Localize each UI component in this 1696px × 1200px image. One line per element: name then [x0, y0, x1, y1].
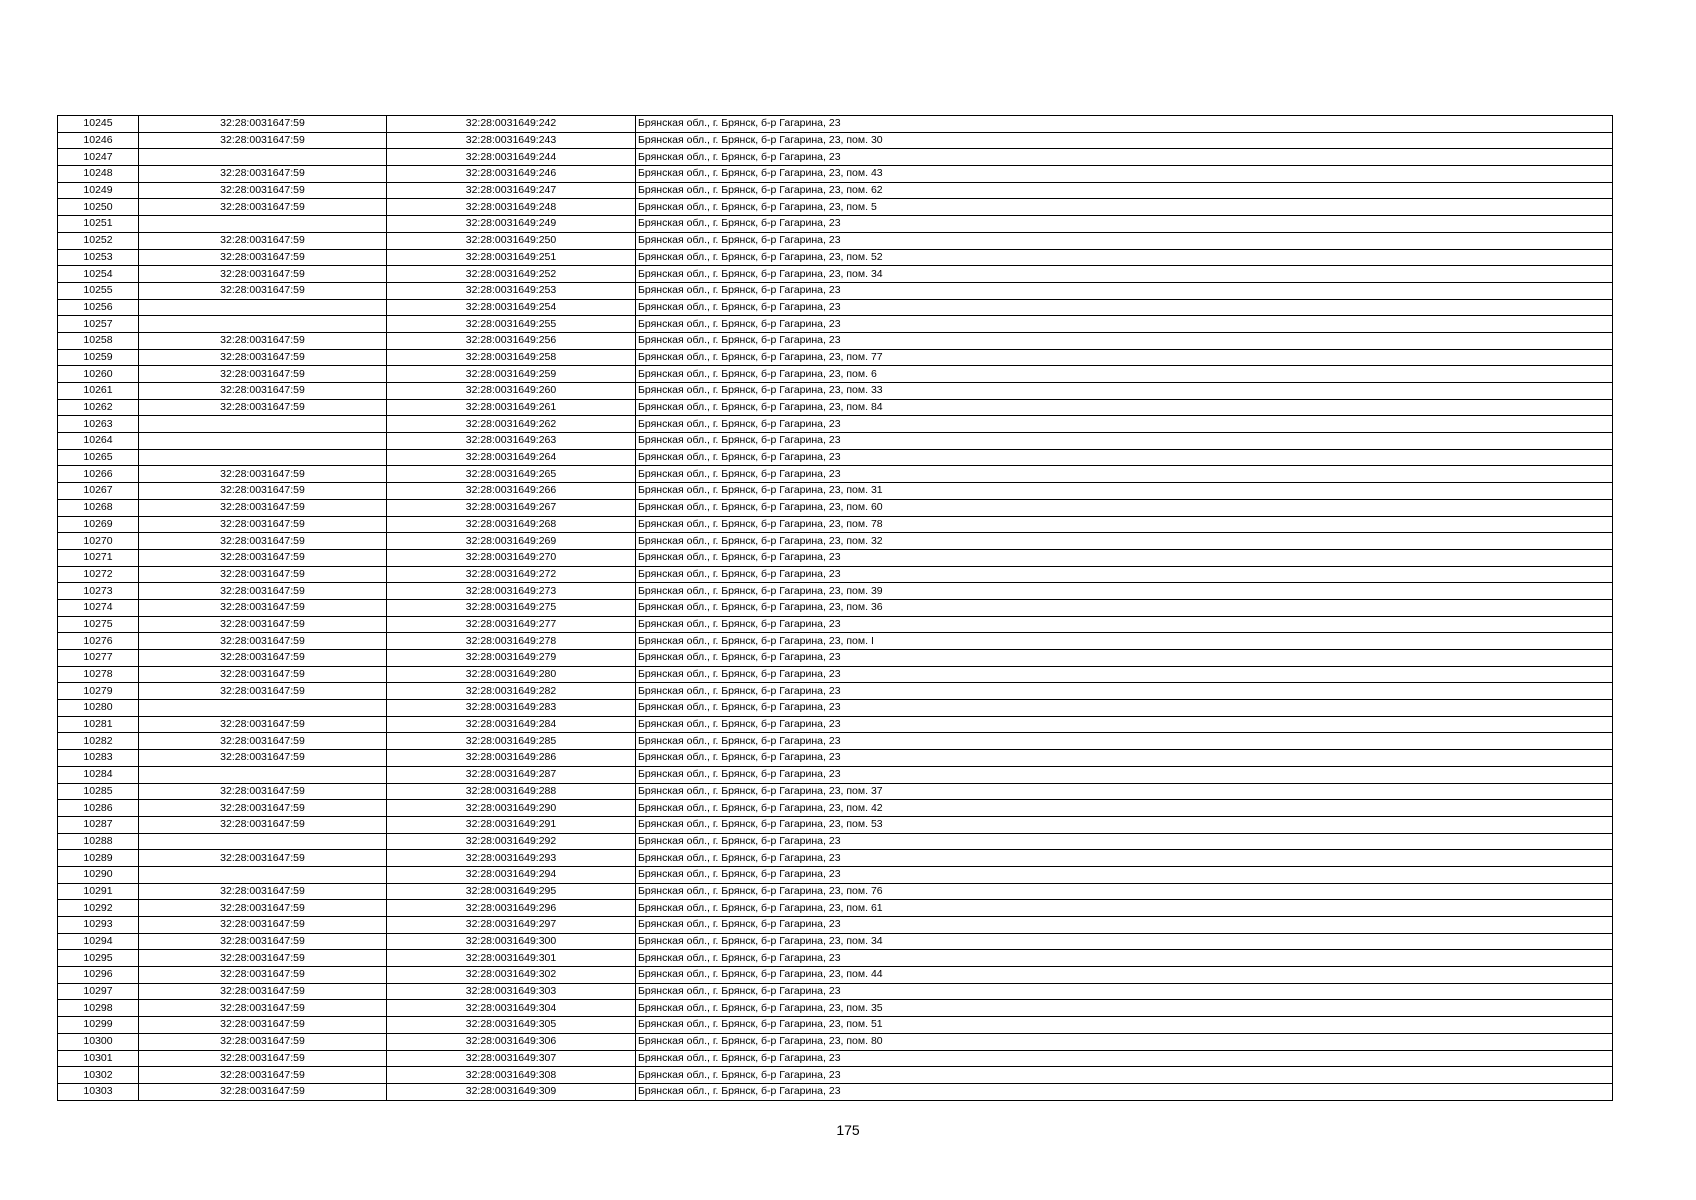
cadastral-number-cell: 32:28:0031649:308: [387, 1067, 636, 1084]
table-row: [58, 1067, 1613, 1084]
cadastral-number-cell: 32:28:0031649:268: [387, 516, 636, 533]
address-cell: Брянская обл., г. Брянск, б-р Гагарина, 23: [636, 716, 1613, 733]
address-cell: Брянская обл., г. Брянск, б-р Гагарина, 23: [636, 216, 1613, 233]
cadastral-number-cell: 32:28:0031649:301: [387, 950, 636, 967]
row-number-cell: 10248: [58, 166, 139, 183]
address-cell: Брянская обл., г. Брянск, б-р Гагарина, 23, пом. 60: [636, 499, 1613, 516]
address-cell: Брянская обл., г. Брянск, б-р Гагарина, 23, пом. 76: [636, 883, 1613, 900]
table-row: [58, 266, 1613, 283]
table-row: [58, 716, 1613, 733]
parent-cadastral-cell: 32:28:0031647:59: [139, 1033, 387, 1050]
address-cell: Брянская обл., г. Брянск, б-р Гагарина, 23: [636, 733, 1613, 750]
parent-cadastral-cell: 32:28:0031647:59: [139, 1067, 387, 1084]
parent-cadastral-cell: 32:28:0031647:59: [139, 383, 387, 400]
parent-cadastral-cell: 32:28:0031647:59: [139, 983, 387, 1000]
table-row: [58, 533, 1613, 550]
cadastral-number-cell: 32:28:0031649:255: [387, 316, 636, 333]
row-number-cell: 10276: [58, 633, 139, 650]
cadastral-number-cell: 32:28:0031649:296: [387, 900, 636, 917]
table-row: [58, 683, 1613, 700]
cadastral-number-cell: 32:28:0031649:256: [387, 332, 636, 349]
row-number-cell: 10269: [58, 516, 139, 533]
table-row: [58, 416, 1613, 433]
row-number-cell: 10265: [58, 449, 139, 466]
cadastral-number-cell: 32:28:0031649:265: [387, 466, 636, 483]
address-cell: Брянская обл., г. Брянск, б-р Гагарина, 23, пом. 34: [636, 933, 1613, 950]
address-cell: Брянская обл., г. Брянск, б-р Гагарина, 23: [636, 650, 1613, 667]
table-row: [58, 182, 1613, 199]
row-number-cell: 10293: [58, 917, 139, 934]
cadastral-number-cell: 32:28:0031649:280: [387, 666, 636, 683]
cadastral-number-cell: 32:28:0031649:290: [387, 800, 636, 817]
cadastral-number-cell: 32:28:0031649:285: [387, 733, 636, 750]
table-row: [58, 466, 1613, 483]
parent-cadastral-cell: 32:28:0031647:59: [139, 399, 387, 416]
cadastral-number-cell: 32:28:0031649:288: [387, 783, 636, 800]
parent-cadastral-cell: [139, 766, 387, 783]
address-cell: Брянская обл., г. Брянск, б-р Гагарина, 23, пом. 78: [636, 516, 1613, 533]
row-number-cell: 10252: [58, 232, 139, 249]
cadastral-number-cell: 32:28:0031649:275: [387, 599, 636, 616]
cadastral-number-cell: 32:28:0031649:279: [387, 650, 636, 667]
cadastral-number-cell: 32:28:0031649:270: [387, 549, 636, 566]
table-row: [58, 650, 1613, 667]
row-number-cell: 10296: [58, 967, 139, 984]
address-cell: Брянская обл., г. Брянск, б-р Гагарина, 23: [636, 566, 1613, 583]
row-number-cell: 10261: [58, 383, 139, 400]
row-number-cell: 10291: [58, 883, 139, 900]
parent-cadastral-cell: 32:28:0031647:59: [139, 349, 387, 366]
table-row: [58, 282, 1613, 299]
cadastral-number-cell: 32:28:0031649:291: [387, 816, 636, 833]
cadastral-number-cell: 32:28:0031649:295: [387, 883, 636, 900]
parent-cadastral-cell: 32:28:0031647:59: [139, 249, 387, 266]
parent-cadastral-cell: 32:28:0031647:59: [139, 583, 387, 600]
table-row: [58, 816, 1613, 833]
cadastral-number-cell: 32:28:0031649:272: [387, 566, 636, 583]
table-row: [58, 983, 1613, 1000]
table-row: [58, 633, 1613, 650]
parent-cadastral-cell: 32:28:0031647:59: [139, 232, 387, 249]
table-row: [58, 666, 1613, 683]
address-cell: Брянская обл., г. Брянск, б-р Гагарина, 23: [636, 1067, 1613, 1084]
parent-cadastral-cell: [139, 416, 387, 433]
row-number-cell: 10274: [58, 599, 139, 616]
row-number-cell: 10290: [58, 866, 139, 883]
cadastral-number-cell: 32:28:0031649:254: [387, 299, 636, 316]
row-number-cell: 10295: [58, 950, 139, 967]
table-row: [58, 783, 1613, 800]
row-number-cell: 10258: [58, 332, 139, 349]
address-cell: Брянская обл., г. Брянск, б-р Гагарина, 23: [636, 866, 1613, 883]
cadastral-number-cell: 32:28:0031649:277: [387, 616, 636, 633]
row-number-cell: 10278: [58, 666, 139, 683]
address-cell: Брянская обл., г. Брянск, б-р Гагарина, 23, пом. 80: [636, 1033, 1613, 1050]
parent-cadastral-cell: 32:28:0031647:59: [139, 266, 387, 283]
parent-cadastral-cell: 32:28:0031647:59: [139, 366, 387, 383]
row-number-cell: 10287: [58, 816, 139, 833]
parent-cadastral-cell: 32:28:0031647:59: [139, 199, 387, 216]
address-cell: Брянская обл., г. Брянск, б-р Гагарина, 23, пом. I: [636, 633, 1613, 650]
parent-cadastral-cell: 32:28:0031647:59: [139, 967, 387, 984]
table-row: [58, 299, 1613, 316]
address-cell: Брянская обл., г. Брянск, б-р Гагарина, 23: [636, 950, 1613, 967]
table-row: [58, 216, 1613, 233]
parent-cadastral-cell: [139, 866, 387, 883]
address-cell: Брянская обл., г. Брянск, б-р Гагарина, 23, пом. 77: [636, 349, 1613, 366]
table-row: [58, 1050, 1613, 1067]
address-cell: Брянская обл., г. Брянск, б-р Гагарина, 23: [636, 616, 1613, 633]
parent-cadastral-cell: 32:28:0031647:59: [139, 683, 387, 700]
parent-cadastral-cell: 32:28:0031647:59: [139, 533, 387, 550]
cadastral-number-cell: 32:28:0031649:307: [387, 1050, 636, 1067]
cadastral-number-cell: 32:28:0031649:259: [387, 366, 636, 383]
parent-cadastral-cell: [139, 700, 387, 717]
cadastral-number-cell: 32:28:0031649:305: [387, 1017, 636, 1034]
cadastral-number-cell: 32:28:0031649:287: [387, 766, 636, 783]
table-row: [58, 449, 1613, 466]
table-row: [58, 917, 1613, 934]
table-row: [58, 700, 1613, 717]
row-number-cell: 10284: [58, 766, 139, 783]
row-number-cell: 10262: [58, 399, 139, 416]
row-number-cell: 10292: [58, 900, 139, 917]
address-cell: Брянская обл., г. Брянск, б-р Гагарина, 23, пом. 31: [636, 483, 1613, 500]
table-row: [58, 800, 1613, 817]
parent-cadastral-cell: [139, 449, 387, 466]
address-cell: Брянская обл., г. Брянск, б-р Гагарина, 23: [636, 766, 1613, 783]
address-cell: Брянская обл., г. Брянск, б-р Гагарина, 23: [636, 666, 1613, 683]
table-row: [58, 850, 1613, 867]
parent-cadastral-cell: 32:28:0031647:59: [139, 633, 387, 650]
table-row: [58, 149, 1613, 166]
row-number-cell: 10302: [58, 1067, 139, 1084]
parent-cadastral-cell: 32:28:0031647:59: [139, 599, 387, 616]
cadastral-number-cell: 32:28:0031649:283: [387, 700, 636, 717]
cadastral-number-cell: 32:28:0031649:251: [387, 249, 636, 266]
table-row: [58, 1017, 1613, 1034]
parent-cadastral-cell: 32:28:0031647:59: [139, 800, 387, 817]
address-cell: Брянская обл., г. Брянск, б-р Гагарина, 23, пом. 44: [636, 967, 1613, 984]
address-cell: Брянская обл., г. Брянск, б-р Гагарина, 23, пом. 39: [636, 583, 1613, 600]
row-number-cell: 10267: [58, 483, 139, 500]
cadastral-number-cell: 32:28:0031649:260: [387, 383, 636, 400]
cadastral-number-cell: 32:28:0031649:284: [387, 716, 636, 733]
parent-cadastral-cell: 32:28:0031647:59: [139, 282, 387, 299]
parent-cadastral-cell: [139, 833, 387, 850]
parent-cadastral-cell: 32:28:0031647:59: [139, 950, 387, 967]
cadastral-number-cell: 32:28:0031649:282: [387, 683, 636, 700]
row-number-cell: 10263: [58, 416, 139, 433]
address-cell: Брянская обл., г. Брянск, б-р Гагарина, 23, пом. 32: [636, 533, 1613, 550]
address-cell: Брянская обл., г. Брянск, б-р Гагарина, 23: [636, 1050, 1613, 1067]
address-cell: Брянская обл., г. Брянск, б-р Гагарина, 23: [636, 149, 1613, 166]
cadastral-number-cell: 32:28:0031649:263: [387, 433, 636, 450]
address-cell: Брянская обл., г. Брянск, б-р Гагарина, 23, пом. 84: [636, 399, 1613, 416]
row-number-cell: 10279: [58, 683, 139, 700]
row-number-cell: 10281: [58, 716, 139, 733]
cadastral-number-cell: 32:28:0031649:249: [387, 216, 636, 233]
table-row: [58, 750, 1613, 767]
table-row: [58, 766, 1613, 783]
address-cell: Брянская обл., г. Брянск, б-р Гагарина, 23: [636, 116, 1613, 133]
row-number-cell: 10260: [58, 366, 139, 383]
row-number-cell: 10301: [58, 1050, 139, 1067]
table-row: [58, 166, 1613, 183]
parent-cadastral-cell: [139, 433, 387, 450]
table-body: [58, 116, 1613, 1101]
row-number-cell: 10268: [58, 499, 139, 516]
parent-cadastral-cell: 32:28:0031647:59: [139, 166, 387, 183]
cadastral-number-cell: 32:28:0031649:294: [387, 866, 636, 883]
parent-cadastral-cell: 32:28:0031647:59: [139, 1017, 387, 1034]
address-cell: Брянская обл., г. Брянск, б-р Гагарина, 23, пом. 6: [636, 366, 1613, 383]
address-cell: Брянская обл., г. Брянск, б-р Гагарина, 23, пом. 43: [636, 166, 1613, 183]
table-row: [58, 433, 1613, 450]
table-row: [58, 316, 1613, 333]
parent-cadastral-cell: 32:28:0031647:59: [139, 733, 387, 750]
address-cell: Брянская обл., г. Брянск, б-р Гагарина, 23: [636, 750, 1613, 767]
parent-cadastral-cell: 32:28:0031647:59: [139, 483, 387, 500]
cadastral-number-cell: 32:28:0031649:244: [387, 149, 636, 166]
cadastral-number-cell: 32:28:0031649:246: [387, 166, 636, 183]
parent-cadastral-cell: [139, 149, 387, 166]
cadastral-number-cell: 32:28:0031649:252: [387, 266, 636, 283]
address-cell: Брянская обл., г. Брянск, б-р Гагарина, 23: [636, 983, 1613, 1000]
parent-cadastral-cell: 32:28:0031647:59: [139, 116, 387, 133]
address-cell: Брянская обл., г. Брянск, б-р Гагарина, 23: [636, 917, 1613, 934]
parent-cadastral-cell: [139, 299, 387, 316]
row-number-cell: 10298: [58, 1000, 139, 1017]
cadastral-number-cell: 32:28:0031649:293: [387, 850, 636, 867]
parent-cadastral-cell: [139, 316, 387, 333]
address-cell: Брянская обл., г. Брянск, б-р Гагарина, 23: [636, 316, 1613, 333]
row-number-cell: 10254: [58, 266, 139, 283]
parent-cadastral-cell: 32:28:0031647:59: [139, 182, 387, 199]
row-number-cell: 10286: [58, 800, 139, 817]
row-number-cell: 10272: [58, 566, 139, 583]
address-cell: Брянская обл., г. Брянск, б-р Гагарина, 23, пом. 51: [636, 1017, 1613, 1034]
row-number-cell: 10294: [58, 933, 139, 950]
parent-cadastral-cell: 32:28:0031647:59: [139, 499, 387, 516]
cadastral-number-cell: 32:28:0031649:267: [387, 499, 636, 516]
cadastral-number-cell: 32:28:0031649:242: [387, 116, 636, 133]
cadastral-number-cell: 32:28:0031649:258: [387, 349, 636, 366]
table-row: [58, 1083, 1613, 1100]
address-cell: Брянская обл., г. Брянск, б-р Гагарина, 23: [636, 466, 1613, 483]
table-row: [58, 616, 1613, 633]
row-number-cell: 10283: [58, 750, 139, 767]
row-number-cell: 10246: [58, 132, 139, 149]
row-number-cell: 10299: [58, 1017, 139, 1034]
address-cell: Брянская обл., г. Брянск, б-р Гагарина, 23, пом. 36: [636, 599, 1613, 616]
table-row: [58, 1033, 1613, 1050]
address-cell: Брянская обл., г. Брянск, б-р Гагарина, 23: [636, 416, 1613, 433]
row-number-cell: 10280: [58, 700, 139, 717]
table-row: [58, 833, 1613, 850]
table-row: [58, 733, 1613, 750]
address-cell: Брянская обл., г. Брянск, б-р Гагарина, 23: [636, 332, 1613, 349]
address-cell: Брянская обл., г. Брянск, б-р Гагарина, 23, пом. 42: [636, 800, 1613, 817]
parent-cadastral-cell: 32:28:0031647:59: [139, 332, 387, 349]
row-number-cell: 10256: [58, 299, 139, 316]
table-row: [58, 249, 1613, 266]
cadastral-number-cell: 32:28:0031649:297: [387, 917, 636, 934]
parent-cadastral-cell: 32:28:0031647:59: [139, 816, 387, 833]
table-row: [58, 883, 1613, 900]
row-number-cell: 10303: [58, 1083, 139, 1100]
table-row: [58, 483, 1613, 500]
table-row: [58, 116, 1613, 133]
address-cell: Брянская обл., г. Брянск, б-р Гагарина, 23, пом. 35: [636, 1000, 1613, 1017]
address-cell: Брянская обл., г. Брянск, б-р Гагарина, 23: [636, 683, 1613, 700]
address-cell: Брянская обл., г. Брянск, б-р Гагарина, 23: [636, 549, 1613, 566]
cadastral-number-cell: 32:28:0031649:292: [387, 833, 636, 850]
cadastral-number-cell: 32:28:0031649:269: [387, 533, 636, 550]
address-cell: Брянская обл., г. Брянск, б-р Гагарина, 23, пом. 33: [636, 383, 1613, 400]
row-number-cell: 10250: [58, 199, 139, 216]
table-row: [58, 900, 1613, 917]
row-number-cell: 10282: [58, 733, 139, 750]
address-cell: Брянская обл., г. Брянск, б-р Гагарина, 23, пом. 53: [636, 816, 1613, 833]
cadastral-number-cell: 32:28:0031649:278: [387, 633, 636, 650]
parent-cadastral-cell: 32:28:0031647:59: [139, 666, 387, 683]
address-cell: Брянская обл., г. Брянск, б-р Гагарина, 23: [636, 1083, 1613, 1100]
table-row: [58, 332, 1613, 349]
row-number-cell: 10255: [58, 282, 139, 299]
cadastral-table: [57, 115, 1613, 1101]
cadastral-number-cell: 32:28:0031649:304: [387, 1000, 636, 1017]
cadastral-number-cell: 32:28:0031649:248: [387, 199, 636, 216]
row-number-cell: 10257: [58, 316, 139, 333]
parent-cadastral-cell: 32:28:0031647:59: [139, 616, 387, 633]
address-cell: Брянская обл., г. Брянск, б-р Гагарина, 23: [636, 299, 1613, 316]
row-number-cell: 10253: [58, 249, 139, 266]
row-number-cell: 10277: [58, 650, 139, 667]
parent-cadastral-cell: 32:28:0031647:59: [139, 850, 387, 867]
cadastral-number-cell: 32:28:0031649:247: [387, 182, 636, 199]
table-row: [58, 967, 1613, 984]
cadastral-number-cell: 32:28:0031649:300: [387, 933, 636, 950]
row-number-cell: 10289: [58, 850, 139, 867]
cadastral-number-cell: 32:28:0031649:253: [387, 282, 636, 299]
address-cell: Брянская обл., г. Брянск, б-р Гагарина, 23: [636, 232, 1613, 249]
parent-cadastral-cell: 32:28:0031647:59: [139, 900, 387, 917]
cadastral-number-cell: 32:28:0031649:266: [387, 483, 636, 500]
parent-cadastral-cell: 32:28:0031647:59: [139, 132, 387, 149]
table-row: [58, 349, 1613, 366]
cadastral-number-cell: 32:28:0031649:261: [387, 399, 636, 416]
cadastral-number-cell: 32:28:0031649:286: [387, 750, 636, 767]
row-number-cell: 10288: [58, 833, 139, 850]
address-cell: Брянская обл., г. Брянск, б-р Гагарина, 23, пом. 37: [636, 783, 1613, 800]
row-number-cell: 10270: [58, 533, 139, 550]
table-row: [58, 599, 1613, 616]
parent-cadastral-cell: 32:28:0031647:59: [139, 466, 387, 483]
row-number-cell: 10249: [58, 182, 139, 199]
table-row: [58, 383, 1613, 400]
table-row: [58, 132, 1613, 149]
row-number-cell: 10266: [58, 466, 139, 483]
cadastral-number-cell: 32:28:0031649:306: [387, 1033, 636, 1050]
address-cell: Брянская обл., г. Брянск, б-р Гагарина, 23: [636, 700, 1613, 717]
parent-cadastral-cell: 32:28:0031647:59: [139, 1083, 387, 1100]
parent-cadastral-cell: 32:28:0031647:59: [139, 1000, 387, 1017]
row-number-cell: 10264: [58, 433, 139, 450]
cadastral-number-cell: 32:28:0031649:303: [387, 983, 636, 1000]
address-cell: Брянская обл., г. Брянск, б-р Гагарина, 23: [636, 433, 1613, 450]
parent-cadastral-cell: 32:28:0031647:59: [139, 917, 387, 934]
address-cell: Брянская обл., г. Брянск, б-р Гагарина, 23: [636, 282, 1613, 299]
table-row: [58, 366, 1613, 383]
row-number-cell: 10297: [58, 983, 139, 1000]
parent-cadastral-cell: 32:28:0031647:59: [139, 783, 387, 800]
table-row: [58, 583, 1613, 600]
parent-cadastral-cell: 32:28:0031647:59: [139, 716, 387, 733]
table-row: [58, 866, 1613, 883]
page-number: 175: [836, 1122, 860, 1138]
parent-cadastral-cell: 32:28:0031647:59: [139, 883, 387, 900]
parent-cadastral-cell: 32:28:0031647:59: [139, 650, 387, 667]
address-cell: Брянская обл., г. Брянск, б-р Гагарина, 23, пом. 61: [636, 900, 1613, 917]
cadastral-number-cell: 32:28:0031649:302: [387, 967, 636, 984]
parent-cadastral-cell: [139, 216, 387, 233]
cadastral-number-cell: 32:28:0031649:243: [387, 132, 636, 149]
parent-cadastral-cell: 32:28:0031647:59: [139, 750, 387, 767]
address-cell: Брянская обл., г. Брянск, б-р Гагарина, 23, пом. 30: [636, 132, 1613, 149]
cadastral-number-cell: 32:28:0031649:273: [387, 583, 636, 600]
address-cell: Брянская обл., г. Брянск, б-р Гагарина, 23: [636, 449, 1613, 466]
table-row: [58, 566, 1613, 583]
cadastral-number-cell: 32:28:0031649:309: [387, 1083, 636, 1100]
row-number-cell: 10273: [58, 583, 139, 600]
table-row: [58, 549, 1613, 566]
parent-cadastral-cell: 32:28:0031647:59: [139, 516, 387, 533]
table-row: [58, 232, 1613, 249]
table-row: [58, 399, 1613, 416]
parent-cadastral-cell: 32:28:0031647:59: [139, 566, 387, 583]
cadastral-number-cell: 32:28:0031649:264: [387, 449, 636, 466]
table-row: [58, 199, 1613, 216]
table-row: [58, 1000, 1613, 1017]
row-number-cell: 10275: [58, 616, 139, 633]
parent-cadastral-cell: 32:28:0031647:59: [139, 933, 387, 950]
address-cell: Брянская обл., г. Брянск, б-р Гагарина, 23, пом. 5: [636, 199, 1613, 216]
address-cell: Брянская обл., г. Брянск, б-р Гагарина, 23, пом. 62: [636, 182, 1613, 199]
table-row: [58, 933, 1613, 950]
row-number-cell: 10245: [58, 116, 139, 133]
row-number-cell: 10285: [58, 783, 139, 800]
address-cell: Брянская обл., г. Брянск, б-р Гагарина, 23, пом. 52: [636, 249, 1613, 266]
address-cell: Брянская обл., г. Брянск, б-р Гагарина, 23: [636, 850, 1613, 867]
row-number-cell: 10300: [58, 1033, 139, 1050]
table-row: [58, 950, 1613, 967]
row-number-cell: 10271: [58, 549, 139, 566]
cadastral-number-cell: 32:28:0031649:250: [387, 232, 636, 249]
table-row: [58, 516, 1613, 533]
parent-cadastral-cell: 32:28:0031647:59: [139, 1050, 387, 1067]
cadastral-number-cell: 32:28:0031649:262: [387, 416, 636, 433]
row-number-cell: 10247: [58, 149, 139, 166]
table-row: [58, 499, 1613, 516]
address-cell: Брянская обл., г. Брянск, б-р Гагарина, 23: [636, 833, 1613, 850]
parent-cadastral-cell: 32:28:0031647:59: [139, 549, 387, 566]
row-number-cell: 10251: [58, 216, 139, 233]
row-number-cell: 10259: [58, 349, 139, 366]
address-cell: Брянская обл., г. Брянск, б-р Гагарина, 23, пом. 34: [636, 266, 1613, 283]
